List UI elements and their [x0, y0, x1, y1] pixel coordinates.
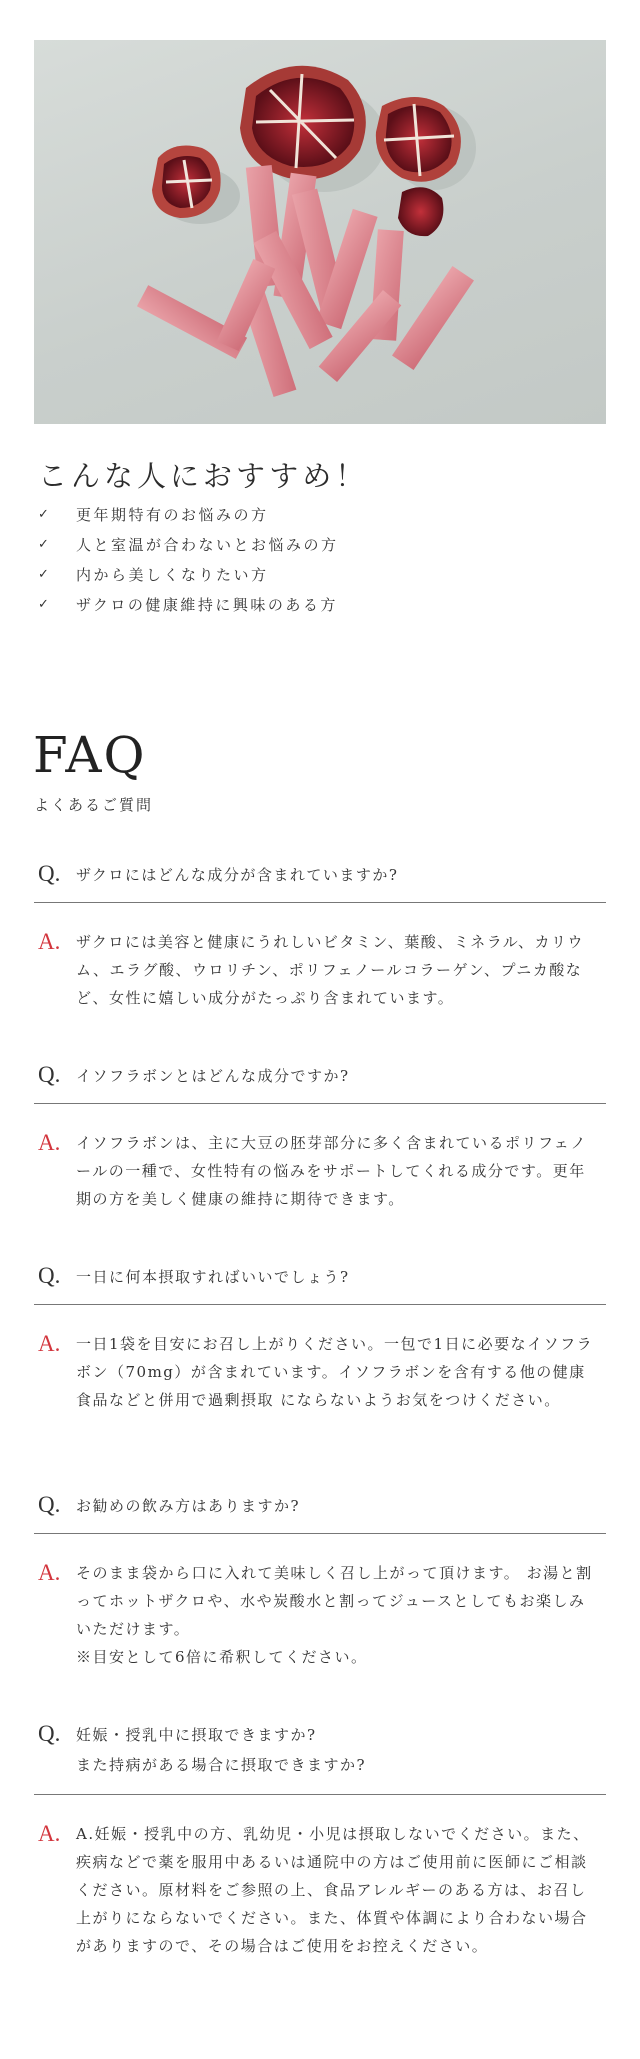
faq-question[interactable] [34, 860, 606, 890]
q-mark: Q. [38, 1062, 61, 1087]
pomegranate-half-left [152, 146, 221, 218]
answer-text: イソフラボンは、主に大豆の胚芽部分に多く含まれているポリフェノールの一種で、女性特有の悩みをサポートしてくれる成分です。更年期の方を美しく健康の維持に期待できます。 [76, 1134, 588, 1208]
q-mark: Q. [38, 861, 61, 886]
faq-item [34, 860, 606, 1007]
a-mark: A. [38, 1331, 61, 1356]
faq-item [34, 1262, 606, 1409]
divider [34, 1794, 606, 1795]
faq-item [34, 1720, 606, 1955]
question-text: イソフラボンとはどんな成分ですか? [76, 1067, 350, 1085]
faq-title: FAQ [33, 726, 147, 784]
q-mark: Q. [38, 1492, 61, 1517]
answer-text: そのまま袋から口に入れて美味しく召し上がって頂けます。 お湯と割ってホットザクロや、水や炭酸水と割ってジュースとしてもお楽しみいただけます。 ※目安として6倍に希釈してください。 [76, 1564, 593, 1666]
pomegranate-piece [398, 187, 443, 236]
faq-item [34, 1061, 606, 1208]
q-mark: Q. [38, 1721, 61, 1746]
question-text: 一日に何本摂取すればいいでしょう? [76, 1268, 350, 1286]
a-mark: A. [38, 1560, 61, 1585]
check-icon: ✓ [38, 597, 52, 612]
hero-image [34, 40, 606, 424]
question-text: 妊娠・授乳中に摂取できますか? [76, 1726, 317, 1744]
question-text: ザクロにはどんな成分が含まれていますか? [76, 866, 399, 884]
question-text: お勧めの飲み方はありますか? [76, 1497, 301, 1515]
recommend-title: こんな人におすすめ！ [38, 459, 369, 493]
answer-text: ザクロには美容と健康にうれしいビタミン、葉酸、ミネラル、カリウム、エラグ酸、ウロリチン、ポリフェノールコラーゲン、プニカ酸など、女性に嬉しい成分がたっぷり含まれています。 [76, 933, 585, 1007]
faq-question[interactable] [34, 1061, 606, 1091]
check-icon: ✓ [38, 537, 52, 552]
a-mark: A. [38, 1821, 61, 1846]
faq-question[interactable] [34, 1491, 606, 1521]
a-mark: A. [38, 1130, 61, 1155]
faq-question[interactable] [34, 1262, 606, 1292]
divider [34, 1533, 606, 1534]
faq-item [34, 1491, 606, 1666]
faq-subtitle: よくあるご質問 [34, 796, 154, 814]
check-icon: ✓ [38, 567, 52, 582]
check-icon: ✓ [38, 507, 52, 522]
divider [34, 902, 606, 903]
q-mark: Q. [38, 1263, 61, 1288]
pomegranate-half-top [240, 66, 366, 180]
divider [34, 1304, 606, 1305]
divider [34, 1103, 606, 1104]
page: こんな人におすすめ！ ✓ 更年期特有のお悩みの方 ✓ 人と室温が合わないとお悩みの方 ✓ 内から美しくなりたい方 ✓ ザクロの健康維持に興味のある方 FAQ よくあるご質問 Q. ザクロにはどんな成分が含まれていますか? A. ザクロには美容と健康にうれしいビタミン、葉酸、ミネラル、カリウム、エラグ酸、ウロリチン、ポリフェノールコラーゲン、プニカ酸など、女性に嬉しい成分がたっぷり含まれています。 Q. イソフラボンとはどんな成分ですか? A. イソフラボンは、主に大豆の胚芽部分に多く含まれているポリフェノールの一種で、女性特有の悩みをサポートしてくれる成分です。更年期の方を美しく健康の維持に期待できます。 Q. 一日に何本摂取すればいいでしょう? A. 一日1袋を目安にお召し上がりください。一包で1日に必要なイソフラボン（70mg）が含まれています。イソフラボンを含有する他の健康食品などと併用で過剰摂取 にならないようお気をつけください。 Q. お勧めの飲み方はありますか? A. そのまま袋から口に入れて美味しく召し上がって頂けます。 お湯と割ってホットザクロや、水や炭酸水と割ってジュースとしてもお楽しみいただけます。 ※目安として6倍に希釈してください。 Q. 妊娠・授乳中に摂取できますか? また持病がある場合に摂取できますか? A. A.妊娠・授乳中の方、乳幼児・小児は摂取しないでください。また、疾病などで薬を服用中あるいは通院中の方はご使用前に医師にご相談ください。原材料をご参照の上、食品アレルギーのある方は、お召し上がりにならないでください。また、体質や体調により合わない場合がありますので、その場合はご使用をお控えください。 [0, 0, 640, 2059]
pomegranate-photo [34, 40, 606, 424]
answer-text: A.妊娠・授乳中の方、乳幼児・小児は摂取しないでください。また、疾病などで薬を服用中あるいは通院中の方はご使用前に医師にご相談ください。原材料をご参照の上、食品アレルギーのある方は、お召し上がりにならないでください。また、体質や体調により合わない場合がありますので、その場合はご使用をお控えください。 [76, 1825, 590, 1955]
answer-text: 一日1袋を目安にお召し上がりください。一包で1日に必要なイソフラボン（70mg）が含まれています。イソフラボンを含有する他の健康食品などと併用で過剰摂取 にならないようお気をつけください。 [76, 1335, 594, 1409]
question-text: また持病がある場合に摂取できますか? [76, 1756, 367, 1774]
faq-question[interactable] [34, 1720, 606, 1780]
a-mark: A. [38, 929, 61, 954]
